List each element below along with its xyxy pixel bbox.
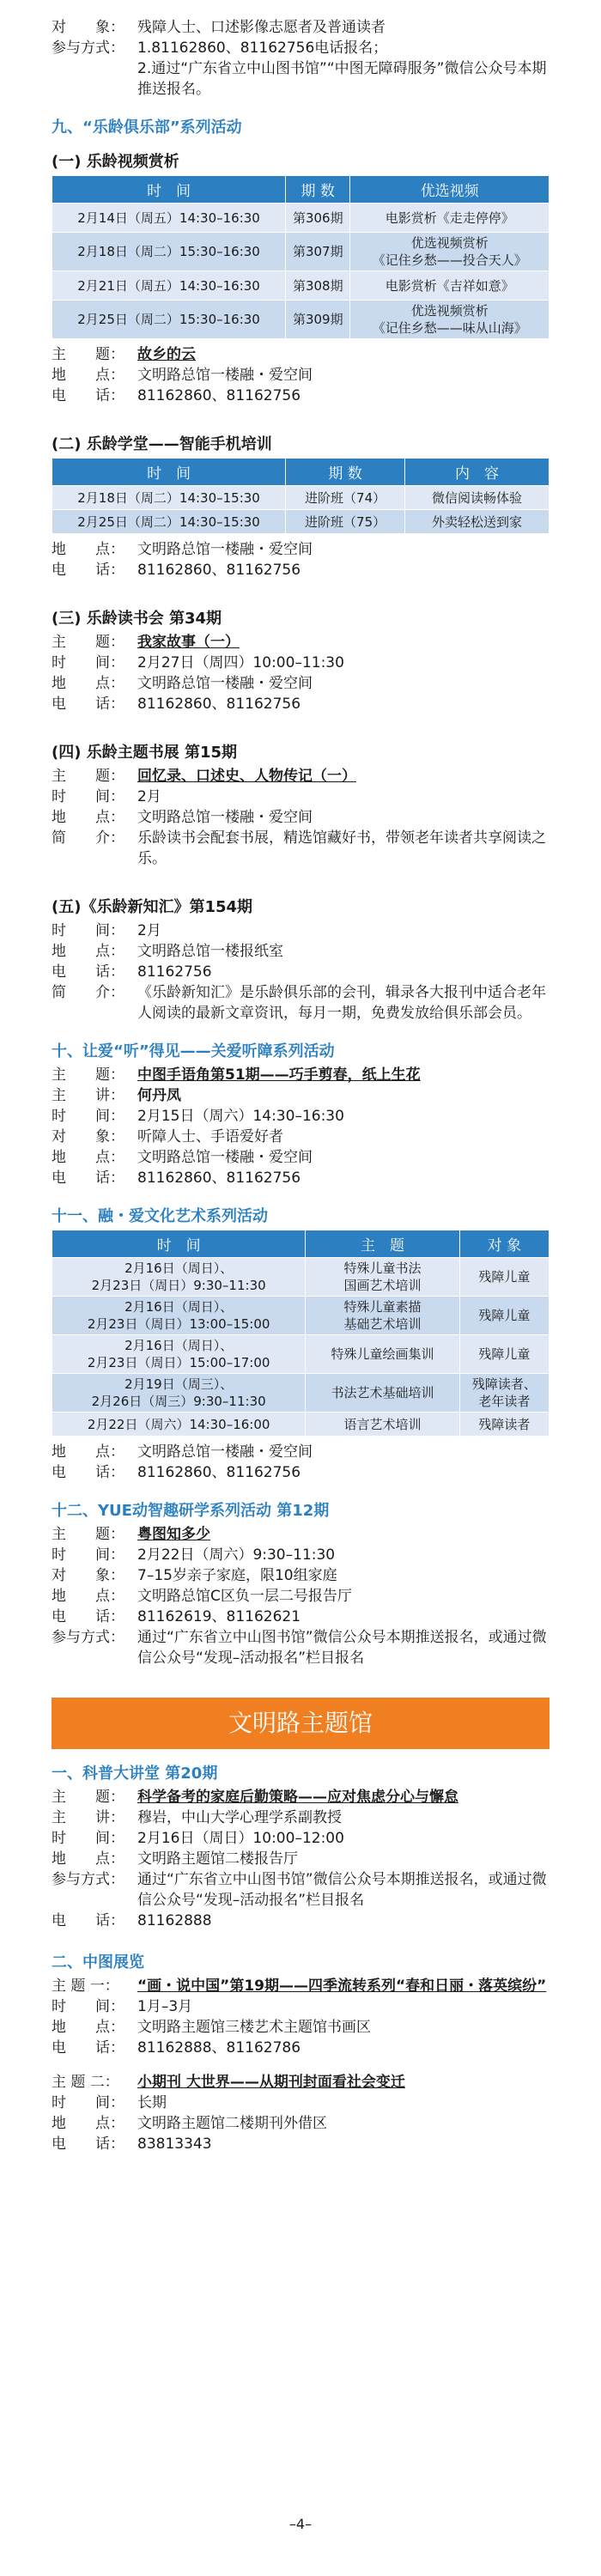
topic-value: 我家故事（一）	[137, 634, 240, 651]
info-row	[52, 2017, 549, 2038]
subsection-title: (四) 乐龄主题书展 第15期	[52, 744, 238, 762]
info-row	[52, 2093, 549, 2113]
info-row	[52, 2038, 549, 2058]
info-value: 文明路总馆一楼融・爱空间	[137, 541, 313, 558]
column-header: 优选视频	[350, 176, 549, 204]
table-cell: 特殊儿童书法 国画艺术培训	[306, 1258, 459, 1297]
info-value: 81162860、81162756	[137, 1170, 301, 1187]
info-value: 文明路主题馆三楼艺术主题馆书画区	[137, 2019, 371, 2036]
info-label: 地 点：	[52, 541, 124, 558]
info-row	[52, 560, 549, 580]
info-row	[52, 828, 549, 869]
table-cell: 特殊儿童绘画集训	[306, 1335, 459, 1374]
table-row	[52, 1297, 549, 1335]
table-cell: 特殊儿童素描 基础艺术培训	[306, 1297, 459, 1335]
info-label: 对 象：	[52, 19, 124, 36]
info-row	[52, 1828, 549, 1849]
info-label: 地 点：	[52, 675, 124, 692]
info-row	[52, 2113, 549, 2134]
info-label: 时 间：	[52, 2094, 124, 2111]
topic-value: 中图手语角第51期——巧手剪春，纸上生花	[137, 1066, 421, 1084]
info-row	[52, 1586, 549, 1607]
info-value: 文明路总馆一楼融・爱空间	[137, 367, 313, 384]
section-title: 十一、融・爱文化艺术系列活动	[52, 1207, 268, 1225]
table-cell: 残障儿童	[459, 1297, 549, 1335]
smartphone-table	[52, 458, 549, 534]
table-cell: 2月14日（周五）14:30–16:30	[52, 204, 286, 233]
info-row	[52, 1911, 549, 1931]
info-row	[52, 2134, 549, 2154]
info-value: 《乐龄新知汇》是乐龄俱乐部的会刊，辑录各大报刊中适合老年人阅读的最新文章资讯，每月一期，免费发放给俱乐部会员。	[137, 984, 546, 1022]
table-row	[52, 510, 549, 534]
info-row	[52, 1996, 549, 2017]
column-header: 期 数	[286, 459, 405, 486]
info-row	[52, 1127, 549, 1147]
table-row	[52, 1374, 549, 1413]
info-row	[52, 920, 549, 941]
column-header: 主 题	[306, 1230, 459, 1258]
info-value: 2月15日（周六）14:30–16:30	[137, 1108, 344, 1125]
info-label: 时 间：	[52, 1108, 124, 1125]
info-label: 参与方式：	[52, 39, 124, 57]
info-row	[52, 386, 549, 406]
table-cell: 电影赏析《走走停停》	[350, 204, 549, 233]
info-label: 参与方式：	[52, 1629, 124, 1646]
info-row	[52, 539, 549, 560]
info-value: 文明路总馆C区负一层二号报告厅	[137, 1588, 352, 1605]
table-cell: 语言艺术培训	[306, 1413, 459, 1437]
info-label: 时 间：	[52, 922, 124, 939]
table-header	[52, 459, 549, 486]
column-header: 期 数	[286, 176, 350, 204]
table-cell: 进阶班（74）	[286, 486, 405, 510]
info-value: 通过“广东省立中山图书馆”微信公众号本期推送报名，或通过微信公众号“发现–活动报名”栏目报名	[137, 1871, 547, 1909]
info-row	[52, 1524, 549, 1545]
table-cell: 进阶班（75）	[286, 510, 405, 534]
info-label: 电 话：	[52, 387, 124, 404]
info-row	[52, 1849, 549, 1869]
info-row	[52, 365, 549, 386]
info-label: 主 题：	[52, 346, 124, 363]
info-row	[52, 58, 549, 100]
info-value: 文明路主题馆二楼期刊外借区	[137, 2115, 327, 2132]
info-value: 2月	[137, 788, 161, 805]
info-row	[52, 1607, 549, 1627]
info-row	[52, 1807, 549, 1828]
topic-value: 科学备考的家庭后勤策略——应对焦虑分心与懈怠	[137, 1789, 458, 1806]
section-title: 二、中图展览	[52, 1953, 144, 1971]
info-row	[52, 673, 549, 694]
table-cell: 微信阅读畅体验	[405, 486, 549, 510]
topic-value: “画・说中国”第19期——四季流转系列“春和日丽・落英缤纷”	[137, 1978, 547, 1995]
info-row	[52, 1545, 549, 1565]
info-label: 参与方式：	[52, 1871, 124, 1888]
section-title: 十、让爱“听”得见——关爱听障系列活动	[52, 1042, 335, 1060]
info-row	[52, 941, 549, 962]
info-row	[52, 1976, 549, 1996]
info-label: 对 象：	[52, 1128, 124, 1145]
info-value: 81162860、81162756	[137, 562, 301, 579]
table-cell: 2月18日（周二）15:30–16:30	[52, 233, 286, 271]
content	[52, 17, 549, 2154]
info-value: 1月–3月	[137, 1998, 193, 2015]
info-value: 81162888、81162786	[137, 2039, 301, 2057]
art-table	[52, 1230, 549, 1437]
subsection-title: (五)《乐龄新知汇》第154期	[52, 898, 253, 916]
table-row	[52, 1413, 549, 1437]
subsection-title: (三) 乐龄读书会 第34期	[52, 610, 222, 628]
info-value: 81162888	[137, 1912, 212, 1929]
info-row	[52, 1442, 549, 1462]
info-label: 主 讲：	[52, 1087, 124, 1104]
info-label: 主 题 二：	[52, 2074, 119, 2091]
column-header: 对 象	[459, 1230, 549, 1258]
info-label: 时 间：	[52, 788, 124, 805]
info-label: 时 间：	[52, 1830, 124, 1847]
table-row	[52, 233, 549, 271]
table-cell: 第306期	[286, 204, 350, 233]
table-cell: 2月19日（周三）、 2月26日（周三）9:30–11:30	[52, 1374, 306, 1413]
info-row	[52, 1085, 549, 1106]
table-cell: 2月16日（周日）、 2月23日（周日）13:00–15:00	[52, 1297, 306, 1335]
info-value: 2.通过“广东省立中山图书馆”“中图无障碍服务”微信公众号本期推送报名。	[137, 60, 547, 98]
info-row	[52, 694, 549, 714]
info-value: 残障人士、口述影像志愿者及普通读者	[137, 19, 385, 36]
info-label: 对 象：	[52, 1567, 124, 1584]
info-row	[52, 962, 549, 982]
table-row	[52, 301, 549, 339]
info-value: 听障人士、手语爱好者	[137, 1128, 283, 1145]
info-label: 地 点：	[52, 943, 124, 960]
info-row	[52, 1168, 549, 1188]
table-cell: 残障读者、 老年读者	[459, 1374, 549, 1413]
table-cell: 残障儿童	[459, 1258, 549, 1297]
table-cell: 第307期	[286, 233, 350, 271]
info-label: 电 话：	[52, 1912, 124, 1929]
table-cell: 2月16日（周日）、 2月23日（周日）9:30–11:30	[52, 1258, 306, 1297]
info-row	[52, 1065, 549, 1085]
info-value: 文明路总馆一楼融・爱空间	[137, 1149, 313, 1166]
topic-value: 小期刊 大世界——从期刊封面看社会变迁	[137, 2074, 405, 2091]
info-label: 电 话：	[52, 1464, 124, 1481]
info-row	[52, 632, 549, 653]
info-value: 通过“广东省立中山图书馆”微信公众号本期推送报名，或通过微信公众号“发现–活动报名”栏目报名	[137, 1629, 547, 1667]
info-row	[52, 1627, 549, 1668]
table-cell: 电影赏析《吉祥如意》	[350, 271, 549, 301]
speaker-value: 穆岩，中山大学心理学系副教授	[137, 1809, 342, 1826]
info-label: 地 点：	[52, 1149, 124, 1166]
info-label: 时 间：	[52, 1546, 124, 1564]
subsection-title: (二) 乐龄学堂——智能手机培训	[52, 435, 272, 453]
table-row	[52, 204, 549, 233]
table-cell: 2月22日（周六）14:30–16:00	[52, 1413, 306, 1437]
table-cell: 残障读者	[459, 1413, 549, 1437]
info-label: 主 题：	[52, 768, 124, 785]
section-title: 一、科普大讲堂 第20期	[52, 1765, 218, 1783]
info-label: 地 点：	[52, 1588, 124, 1605]
table-cell: 2月25日（周二）14:30–15:30	[52, 510, 286, 534]
info-row	[52, 1462, 549, 1483]
table-row	[52, 1335, 549, 1374]
table-row	[52, 1258, 549, 1297]
info-row	[52, 653, 549, 673]
info-value: 文明路总馆一楼融・爱空间	[137, 1443, 313, 1461]
table-row	[52, 271, 549, 301]
info-value: 1.81162860、81162756电话报名；	[137, 39, 388, 57]
info-value: 2月16日（周日）10:00–12:00	[137, 1830, 344, 1847]
subsection-title: (一) 乐龄视频赏析	[52, 153, 179, 171]
info-value: 乐龄读书会配套书展，精选馆藏好书，带领老年读者共享阅读之乐。	[137, 829, 546, 867]
topic-value: 粤图知多少	[137, 1526, 210, 1543]
section-title: 十二、YUE动智趣研学系列活动 第12期	[52, 1502, 330, 1520]
table-cell: 书法艺术基础培训	[306, 1374, 459, 1413]
table-cell: 优选视频赏析 《记住乡愁——投合天人》	[350, 233, 549, 271]
info-value: 2月	[137, 922, 161, 939]
info-label: 电 话：	[52, 2136, 124, 2153]
info-row	[52, 807, 549, 828]
table-cell: 第308期	[286, 271, 350, 301]
info-row	[52, 17, 549, 38]
column-header: 时 间	[52, 1230, 306, 1258]
info-label: 地 点：	[52, 1850, 124, 1868]
info-row	[52, 1565, 549, 1586]
table-row	[52, 486, 549, 510]
info-label: 主 题：	[52, 1066, 124, 1084]
info-row	[52, 1787, 549, 1807]
info-row	[52, 982, 549, 1024]
table-cell: 2月21日（周五）14:30–16:30	[52, 271, 286, 301]
table-header	[52, 176, 549, 204]
table-cell: 2月18日（周二）14:30–15:30	[52, 486, 286, 510]
info-value: 81162860、81162756	[137, 696, 301, 713]
info-label: 主 题：	[52, 634, 124, 651]
info-value: 81162860、81162756	[137, 1464, 301, 1481]
video-table	[52, 175, 549, 339]
info-row	[52, 1147, 549, 1168]
info-label: 地 点：	[52, 2115, 124, 2132]
page-number: –4–	[288, 2516, 313, 2532]
table-header	[52, 1230, 549, 1258]
topic-value: 故乡的云	[137, 346, 196, 363]
info-value: 长期	[137, 2094, 167, 2111]
info-value: 2月22日（周六）9:30–11:30	[137, 1546, 336, 1564]
column-header: 时 间	[52, 176, 286, 204]
info-value: 81162619、81162621	[137, 1608, 301, 1625]
section-title: 九、“乐龄俱乐部”系列活动	[52, 118, 242, 137]
info-label: 电 话：	[52, 963, 124, 981]
info-label: 电 话：	[52, 2039, 124, 2057]
info-label: 主 讲：	[52, 1809, 124, 1826]
info-label: 主 题：	[52, 1789, 124, 1806]
info-value: 81162756	[137, 963, 212, 981]
info-label: 电 话：	[52, 1608, 124, 1625]
info-label: 电 话：	[52, 696, 124, 713]
table-cell: 2月25日（周二）15:30–16:30	[52, 301, 286, 339]
info-value: 文明路总馆一楼融・爱空间	[137, 675, 313, 692]
column-header: 内 容	[405, 459, 549, 486]
speaker-value: 何丹凤	[137, 1087, 181, 1104]
info-label: 电 话：	[52, 1170, 124, 1187]
column-header: 时 间	[52, 459, 286, 486]
info-row	[52, 2072, 549, 2093]
info-row	[52, 787, 549, 807]
topic-value: 回忆录、口述史、人物传记（一）	[137, 768, 356, 785]
venue-banner: 文明路主题馆	[52, 1698, 549, 1749]
info-row	[52, 766, 549, 787]
table-cell: 2月16日（周日）、 2月23日（周日）15:00–17:00	[52, 1335, 306, 1374]
info-label: 时 间：	[52, 654, 124, 671]
table-cell: 外卖轻松送到家	[405, 510, 549, 534]
info-label: 主 题：	[52, 1526, 124, 1543]
info-label: 时 间：	[52, 1998, 124, 2015]
info-value: 文明路总馆一楼报纸室	[137, 943, 283, 960]
info-label: 地 点：	[52, 367, 124, 384]
info-label: 电 话：	[52, 562, 124, 579]
info-value: 文明路总馆一楼融・爱空间	[137, 809, 313, 826]
table-cell: 残障儿童	[459, 1335, 549, 1374]
info-label: 简 介：	[52, 829, 124, 847]
info-row	[52, 344, 549, 365]
info-label: 地 点：	[52, 2019, 124, 2036]
info-value: 81162860、81162756	[137, 387, 301, 404]
info-label: 地 点：	[52, 809, 124, 826]
info-label: 主 题 一：	[52, 1978, 119, 1995]
table-cell: 第309期	[286, 301, 350, 339]
info-value: 2月27日（周四）10:00–11:30	[137, 654, 344, 671]
info-row	[52, 1106, 549, 1127]
info-label: 地 点：	[52, 1443, 124, 1461]
info-value: 7–15岁亲子家庭，限10组家庭	[137, 1567, 337, 1584]
info-value: 文明路主题馆二楼报告厅	[137, 1850, 298, 1868]
info-value: 83813343	[137, 2136, 212, 2153]
info-row	[52, 38, 549, 58]
table-cell: 优选视频赏析 《记住乡愁——味从山海》	[350, 301, 549, 339]
info-label: 简 介：	[52, 984, 124, 1001]
info-row	[52, 1869, 549, 1911]
